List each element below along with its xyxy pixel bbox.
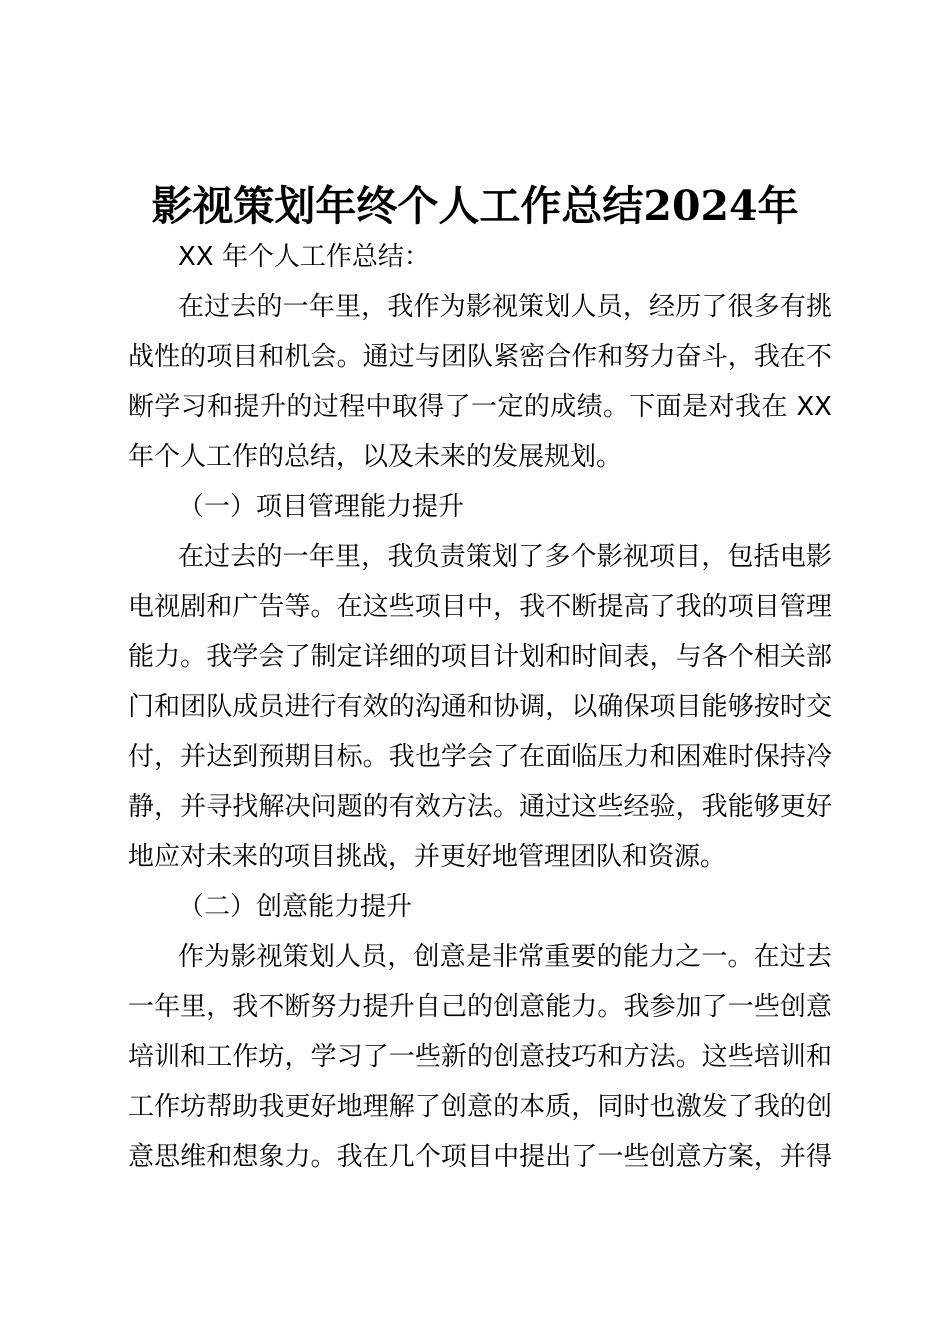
greeting-line: XX 年个人工作总结： [178, 242, 430, 272]
paragraph-line: 作为影视策划人员，创意是非常重要的能力之一。在过去 [178, 942, 832, 972]
paragraph-line: 付，并达到预期目标。我也学会了在面临压力和困难时保持冷 [128, 742, 832, 772]
section-heading: （二）创意能力提升 [178, 892, 413, 922]
paragraph-line: 静，并寻找解决问题的有效方法。通过这些经验，我能够更好 [128, 792, 832, 822]
paragraph-line: 在过去的一年里，我负责策划了多个影视项目，包括电影 [178, 542, 832, 572]
paragraph-line: 战性的项目和机会。通过与团队紧密合作和努力奋斗，我在不 [128, 342, 832, 372]
paragraph-line: 门和团队成员进行有效的沟通和协调，以确保项目能够按时交 [128, 692, 832, 722]
paragraph-line: 断学习和提升的过程中取得了一定的成绩。下面是对我在 XX [128, 392, 832, 422]
document-body [128, 232, 832, 1182]
document-title: 影视策划年终个人工作总结2024年 [151, 182, 799, 230]
paragraph-line: 年个人工作的总结，以及未来的发展规划。 [128, 442, 623, 472]
paragraph-line: 意思维和想象力。我在几个项目中提出了一些创意方案，并得 [128, 1142, 832, 1172]
paragraph-line: 电视剧和广告等。在这些项目中，我不断提高了我的项目管理 [128, 592, 832, 622]
paragraph-line: 能力。我学会了制定详细的项目计划和时间表，与各个相关部 [128, 642, 832, 672]
section-heading: （一）项目管理能力提升 [178, 492, 465, 522]
paragraph-line: 工作坊帮助我更好地理解了创意的本质，同时也激发了我的创 [128, 1092, 832, 1122]
paragraph-line: 地应对未来的项目挑战，并更好地管理团队和资源。 [128, 842, 727, 872]
paragraph-line: 培训和工作坊，学习了一些新的创意技巧和方法。这些培训和 [128, 1042, 832, 1072]
paragraph-line: 一年里，我不断努力提升自己的创意能力。我参加了一些创意 [128, 992, 832, 1022]
paragraph-line: 在过去的一年里，我作为影视策划人员，经历了很多有挑 [178, 292, 832, 322]
